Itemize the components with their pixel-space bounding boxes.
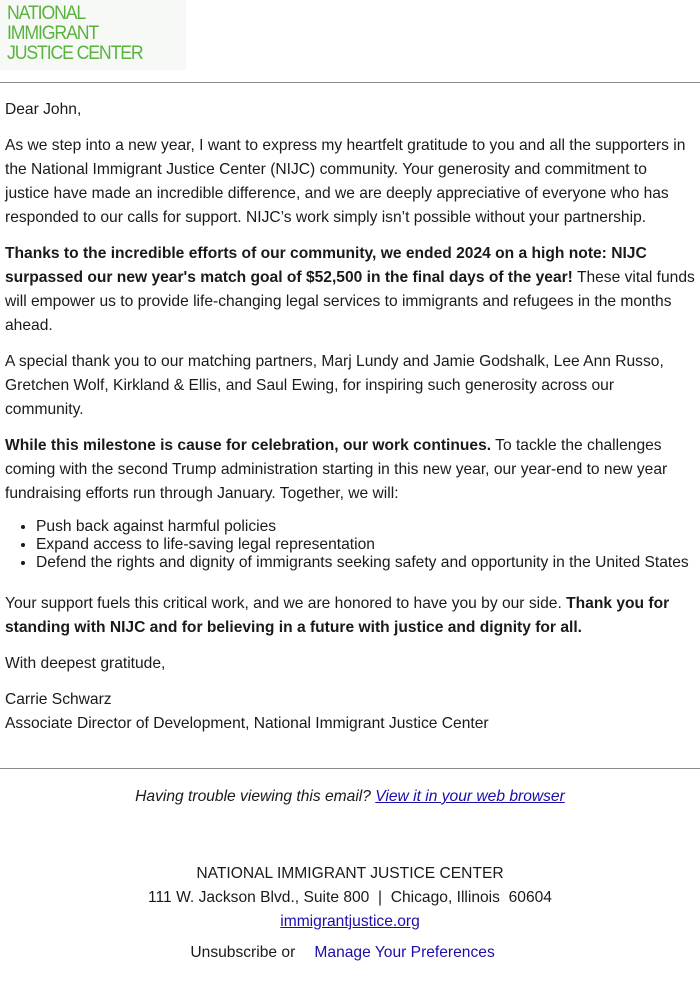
trouble-text: Having trouble viewing this email? — [135, 788, 371, 805]
website-link[interactable]: immigrantjustice.org — [280, 913, 420, 930]
list-item: • Defend the rights and dignity of immigrants seeking safety and opportunity in the United States — [36, 554, 695, 572]
view-in-browser-link[interactable]: View it in your web browser — [375, 788, 565, 805]
paragraph-4-rest: To tackle the challenges coming with the second Trump administration starting in this new year, our year-end to new year fundraising efforts run through January. Together, we will: — [5, 437, 668, 502]
greeting: Dear John, — [5, 101, 82, 118]
signature-block — [5, 688, 695, 736]
logo-banner — [0, 0, 186, 70]
commitment-list — [5, 518, 695, 572]
organization-info — [0, 862, 700, 934]
signer-title: Associate Director of Development, National Immigrant Justice Center — [5, 715, 489, 732]
paragraph-3: A special thank you to our matching partners, Marj Lundy and Jamie Godshalk, Lee Ann Russo, Gretchen Wolf, Kirkland & Ellis, and Saul Ewing, for inspiring such generosity across our community. — [5, 353, 664, 418]
paragraph-4-bold: While this milestone is cause for celebration, our work continues. — [5, 437, 492, 454]
nijc-logo[interactable] — [7, 4, 143, 64]
paragraph-2-rest: These vital funds will empower us to provide life-changing legal services to immigrants and refugees in the months ahead. — [5, 269, 695, 334]
view-online-notice — [0, 786, 700, 808]
unsubscribe-text: Unsubscribe or — [190, 944, 300, 961]
logo-line-3: JUSTICE CENTER — [7, 43, 143, 64]
header-divider — [0, 82, 700, 83]
list-item: • Push back against harmful policies — [36, 518, 695, 536]
org-name: NATIONAL IMMIGRANT JUSTICE CENTER — [196, 865, 504, 882]
paragraph-2 — [5, 242, 695, 338]
paragraph-1: As we step into a new year, I want to express my heartfelt gratitude to you and all the supporters in the National Immigrant Justice Center (NIJC) community. Your generosity and commitment to justice have made an incredible difference, and we are deeply appreciative of everyone who has responded to our calls for support. NIJC’s work simply isn’t possible without your partnership. — [5, 137, 686, 226]
paragraph-5-bold: Thank you for standing with NIJC and for believing in a future with justice and dignity for all. — [5, 595, 670, 636]
footer-divider — [0, 768, 700, 769]
paragraph-5 — [5, 592, 695, 640]
logo-line-1: NATIONAL — [7, 3, 86, 24]
letter-body — [5, 98, 695, 736]
list-item: • Expand access to life-saving legal representation — [36, 536, 695, 554]
signer-name: Carrie Schwarz — [5, 691, 112, 708]
paragraph-2-bold: Thanks to the incredible efforts of our community, we ended 2024 on a high note: NIJC surpassed our new year's match goal of $52,500 in the final days of the year! — [5, 245, 647, 286]
closing: With deepest gratitude, — [5, 655, 166, 672]
manage-preferences-link[interactable] — [300, 944, 510, 961]
logo-line-2: IMMIGRANT — [7, 23, 99, 44]
unsubscribe-section — [0, 944, 700, 962]
manage-link-text: Manage Your Preferences — [314, 944, 495, 961]
paragraph-4 — [5, 434, 695, 506]
paragraph-5-plain: Your support fuels this critical work, and we are honored to have you by our side. — [5, 595, 567, 612]
org-address: 111 W. Jackson Blvd., Suite 800 | Chicago, Illinois 60604 — [148, 889, 552, 906]
